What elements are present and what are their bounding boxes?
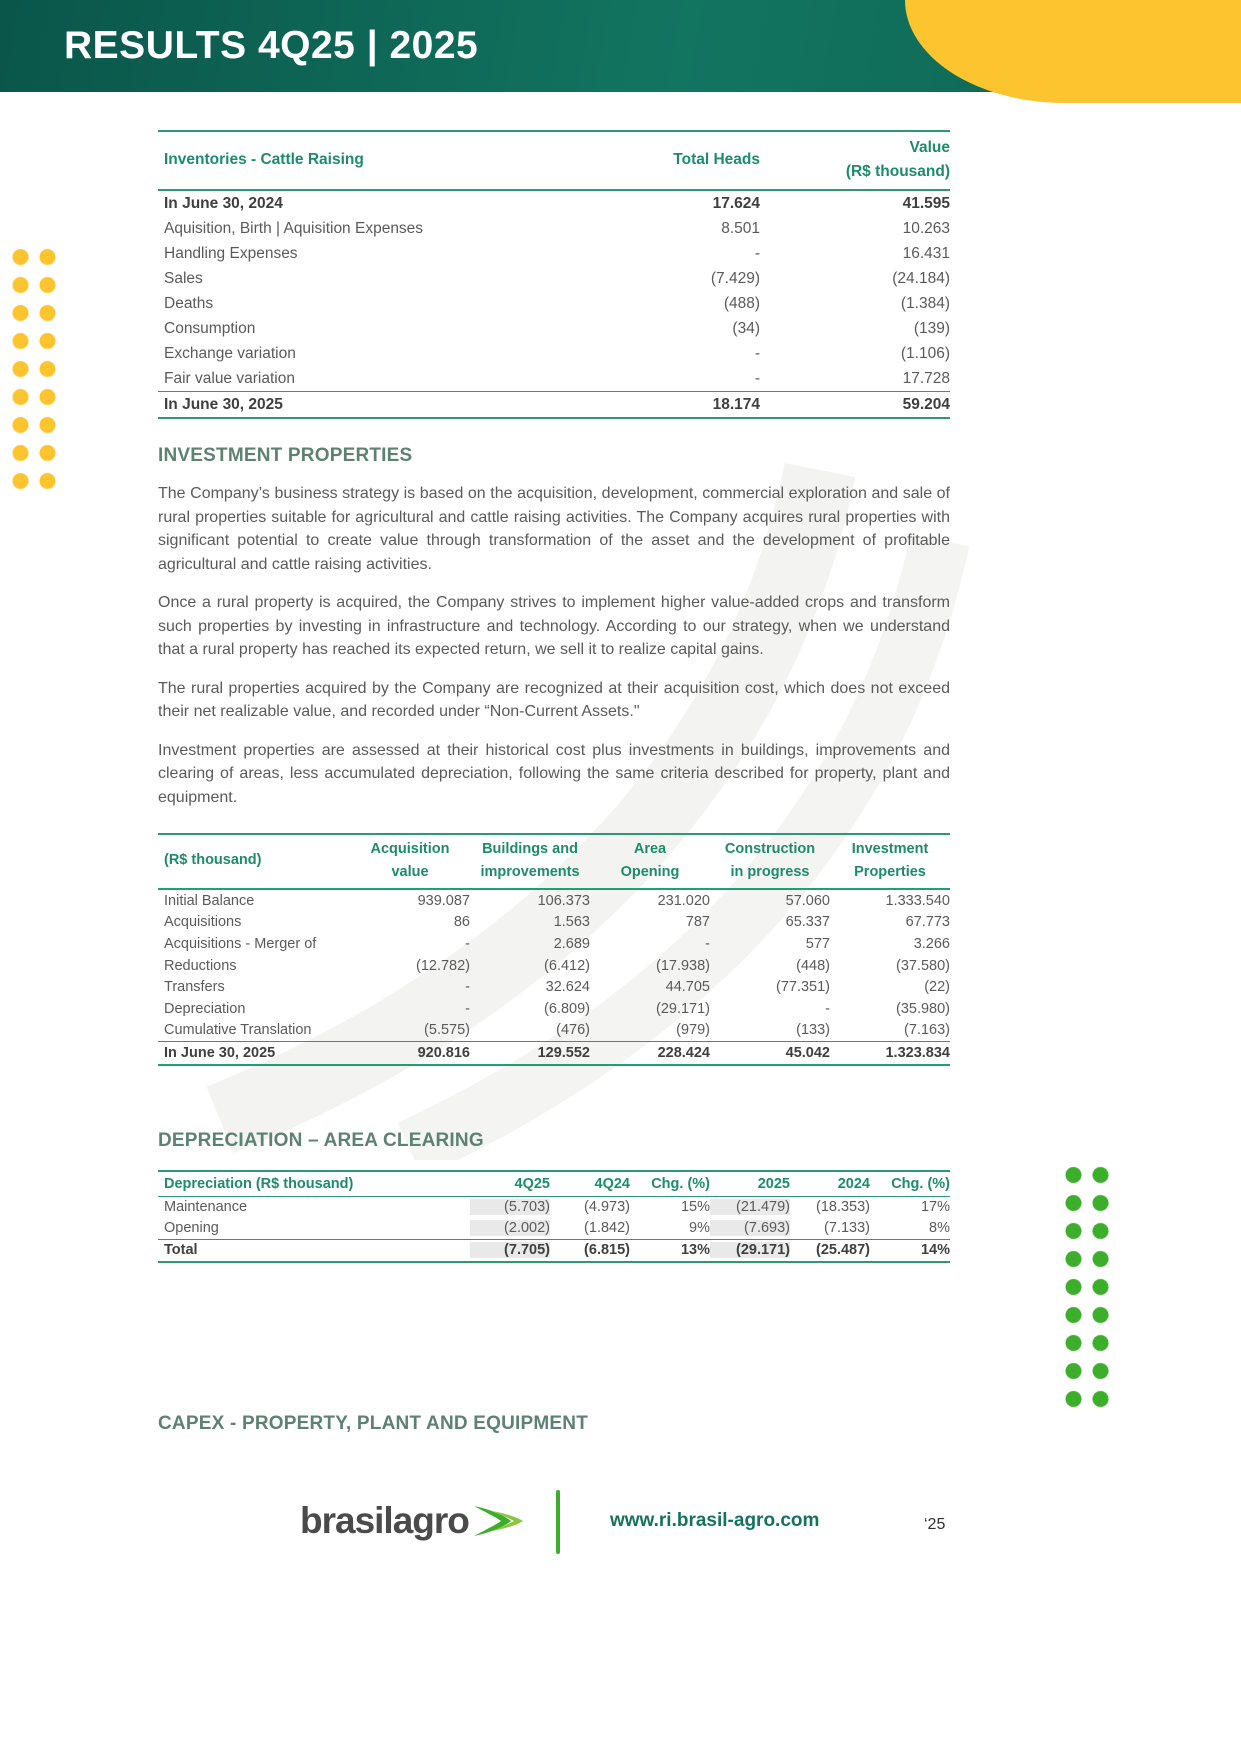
row-label: In June 30, 2024 [164, 194, 283, 212]
section-heading-capex: CAPEX - PROPERTY, PLANT AND EQUIPMENT [158, 1412, 589, 1434]
cell-value: (1.384) [900, 294, 950, 312]
cell-value: (24.184) [892, 269, 950, 287]
right-dot-grid-decoration [1060, 1161, 1114, 1413]
cell: 45.042 [785, 1044, 830, 1061]
cell: (476) [556, 1022, 590, 1039]
cell: 1.563 [553, 914, 590, 931]
column-header-chg-quarter: Chg. (%) [651, 1175, 710, 1192]
cell: - [825, 1000, 830, 1017]
cell: (29.171) [655, 1000, 710, 1017]
table-row [158, 1218, 950, 1239]
column-header-value-line2: (R$ thousand) [845, 163, 950, 181]
footer-website-link[interactable]: www.ri.brasil-agro.com [610, 1510, 820, 1531]
cell: (35.980) [895, 1000, 950, 1017]
cell: - [465, 979, 470, 996]
table-row [158, 316, 950, 341]
cell: 787 [685, 914, 710, 931]
cell: 9% [689, 1220, 710, 1237]
cell: 1.333.540 [885, 892, 950, 909]
row-label: Acquisitions - Merger of [164, 935, 317, 952]
table-row [158, 933, 950, 955]
column-header-rs-thousand: (R$ thousand) [164, 852, 262, 869]
column-header-buildings-improvements: Buildings and improvements [480, 841, 580, 880]
column-header-value [760, 136, 950, 184]
cell: (18.353) [815, 1199, 870, 1216]
row-label: Cumulative Translation [164, 1022, 312, 1039]
cell: 920.816 [417, 1044, 470, 1061]
cell-total-heads: (7.429) [710, 269, 760, 287]
cell: (7.705) [470, 1242, 550, 1258]
cell: 65.337 [785, 914, 830, 931]
left-dot-grid-decoration [7, 243, 61, 495]
row-label: Depreciation [164, 1000, 246, 1017]
table-row [158, 341, 950, 366]
brasilagro-logo [300, 1500, 529, 1542]
cell-value: 17.728 [902, 369, 950, 387]
cell: 577 [805, 935, 830, 952]
table-row [158, 266, 950, 291]
cell: (29.171) [710, 1242, 790, 1258]
inventories-table-title: Inventories - Cattle Raising [164, 151, 364, 169]
table-row [158, 890, 950, 912]
cell-total-heads: - [754, 244, 760, 262]
table-row [158, 241, 950, 266]
cell: - [465, 935, 470, 952]
cell: (4.973) [584, 1199, 630, 1216]
cell: 13% [680, 1242, 710, 1259]
table-row [158, 291, 950, 316]
cell: - [705, 935, 710, 952]
cell: - [465, 1000, 470, 1017]
cell-total-heads: - [754, 344, 760, 362]
cell-total-heads: (488) [723, 294, 760, 312]
row-label: Reductions [164, 957, 237, 974]
depreciation-table-header [158, 1170, 950, 1197]
row-label: Deaths [164, 294, 214, 312]
cell: 57.060 [785, 892, 830, 909]
cell: (6.412) [544, 957, 590, 974]
cell: 939.087 [417, 892, 470, 909]
row-label: Total [164, 1242, 198, 1259]
cell: (6.809) [544, 1000, 590, 1017]
page-number: ‘25 [924, 1516, 946, 1533]
row-label: In June 30, 2025 [164, 395, 283, 413]
cell: 17% [920, 1199, 950, 1216]
brasilagro-arrow-icon [473, 1504, 529, 1538]
cell-value: 16.431 [902, 244, 950, 262]
cell: (7.133) [824, 1220, 870, 1237]
column-header-acquisition-value: Acquisition value [370, 841, 450, 880]
column-header-value-line1: Value [909, 139, 950, 156]
cell: 32.624 [545, 979, 590, 996]
cell: (133) [796, 1022, 830, 1039]
row-label: Opening [164, 1220, 219, 1237]
column-header-4q24: 4Q24 [594, 1175, 630, 1192]
column-header-investment-properties: Investment Properties [851, 841, 929, 880]
cell: (37.580) [895, 957, 950, 974]
column-header-area-opening: Area Opening [620, 841, 680, 880]
cell: (7.163) [904, 1022, 950, 1039]
section-heading-investment-properties: INVESTMENT PROPERTIES [158, 445, 413, 467]
depreciation-table [158, 1170, 950, 1263]
table-row [158, 1041, 950, 1066]
row-label: Initial Balance [164, 892, 255, 909]
row-label: Fair value variation [164, 369, 295, 387]
cell: 67.773 [905, 914, 950, 931]
table-row [158, 912, 950, 934]
table-row [158, 998, 950, 1020]
paragraph: Once a rural property is acquired, the Company strives to implement higher value-added crops and transform such properties by investing in infrastructure and technology. According to our strategy, when we understand that a rural property has reached its expected return, we sell it to realize capital gains. [158, 594, 950, 659]
row-label: In June 30, 2025 [164, 1044, 276, 1061]
column-header-2024: 2024 [837, 1175, 870, 1192]
cell-value: 59.204 [902, 395, 950, 413]
cell: 2.689 [553, 935, 590, 952]
paragraph: Investment properties are assessed at their historical cost plus investments in buildings, improvements and clearing of areas, less accumulated depreciation, following the same criteria described for property, plant and equipment. [158, 741, 950, 806]
cell: (5.703) [470, 1199, 550, 1215]
row-label: Handling Expenses [164, 244, 298, 262]
cell: 15% [680, 1199, 710, 1216]
table-row [158, 955, 950, 977]
page-title: RESULTS 4Q25 | 2025 [64, 24, 479, 67]
paragraph: The Company’s business strategy is based on the acquisition, development, commercial exploration and sale of rural properties suitable for agricultural and cattle raising activities. The Company acquires rural properties with significant potential to create value through transformation of the asset and the development of profitable agricultural and cattle raising activities. [158, 485, 950, 573]
cell: 106.373 [537, 892, 590, 909]
cell: 14% [920, 1242, 950, 1259]
cell: (979) [676, 1022, 710, 1039]
cell: (25.487) [815, 1242, 870, 1259]
investment-properties-table [158, 833, 950, 1066]
cell: 3.266 [913, 935, 950, 952]
cell: 1.323.834 [885, 1044, 950, 1061]
cell-total-heads: - [754, 369, 760, 387]
section-heading-depreciation: DEPRECIATION – AREA CLEARING [158, 1129, 484, 1151]
cell-value: (139) [913, 319, 950, 337]
row-label: Maintenance [164, 1199, 248, 1216]
inventories-table-header [158, 130, 950, 191]
cell: (17.938) [655, 957, 710, 974]
column-header-4q25: 4Q25 [514, 1175, 550, 1192]
cell: 8% [929, 1220, 950, 1237]
cell: (12.782) [415, 957, 470, 974]
cell: (2.002) [470, 1220, 550, 1236]
cell: 228.424 [657, 1044, 710, 1061]
column-header-total-heads: Total Heads [673, 151, 760, 169]
table-row [158, 1197, 950, 1218]
cell: 129.552 [537, 1044, 590, 1061]
cell: 86 [453, 914, 470, 931]
cell: (5.575) [424, 1022, 470, 1039]
table-row [158, 391, 950, 419]
table-row [158, 976, 950, 998]
paragraph: The rural properties acquired by the Company are recognized at their acquisition cost, which does not exceed their net realizable value, and recorded under “Non-Current Assets." [158, 679, 950, 721]
cell-value: 10.263 [902, 219, 950, 237]
cell: (77.351) [775, 979, 830, 996]
table-row [158, 216, 950, 241]
cell: (22) [924, 979, 950, 996]
cell-total-heads: 8.501 [721, 219, 760, 237]
footer-divider [556, 1490, 560, 1554]
cell: (21.479) [710, 1199, 790, 1215]
column-header-chg-year: Chg. (%) [891, 1175, 950, 1192]
cell: (1.842) [584, 1220, 630, 1237]
table-row [158, 1020, 950, 1042]
row-label: Sales [164, 269, 203, 287]
brasilagro-logo-text: brasilagro [300, 1500, 469, 1541]
column-header-construction-in-progress: Construction in progress [724, 841, 816, 880]
depreciation-table-title: Depreciation (R$ thousand) [164, 1175, 354, 1192]
table-row [158, 1239, 950, 1263]
page-footer [0, 1488, 1241, 1578]
table-row [158, 366, 950, 391]
row-label: Aquisition, Birth | Aquisition Expenses [164, 219, 424, 237]
cell: (7.693) [710, 1220, 790, 1236]
cell-value: (1.106) [900, 344, 950, 362]
cell: (6.815) [584, 1242, 630, 1259]
page-content [158, 130, 950, 1435]
row-label: Exchange variation [164, 344, 296, 362]
column-header-2025: 2025 [757, 1175, 790, 1192]
cell-total-heads: 17.624 [712, 194, 760, 212]
table-row [158, 191, 950, 216]
cell: 231.020 [657, 892, 710, 909]
row-label: Transfers [164, 979, 225, 996]
investment-table-header [158, 833, 950, 890]
cell-total-heads: 18.174 [712, 395, 760, 413]
cell-value: 41.595 [902, 194, 950, 212]
cell: 44.705 [665, 979, 710, 996]
row-label: Acquisitions [164, 914, 242, 931]
inventories-table [158, 130, 950, 419]
row-label: Consumption [164, 319, 256, 337]
cell: (448) [796, 957, 830, 974]
cell-total-heads: (34) [732, 319, 760, 337]
